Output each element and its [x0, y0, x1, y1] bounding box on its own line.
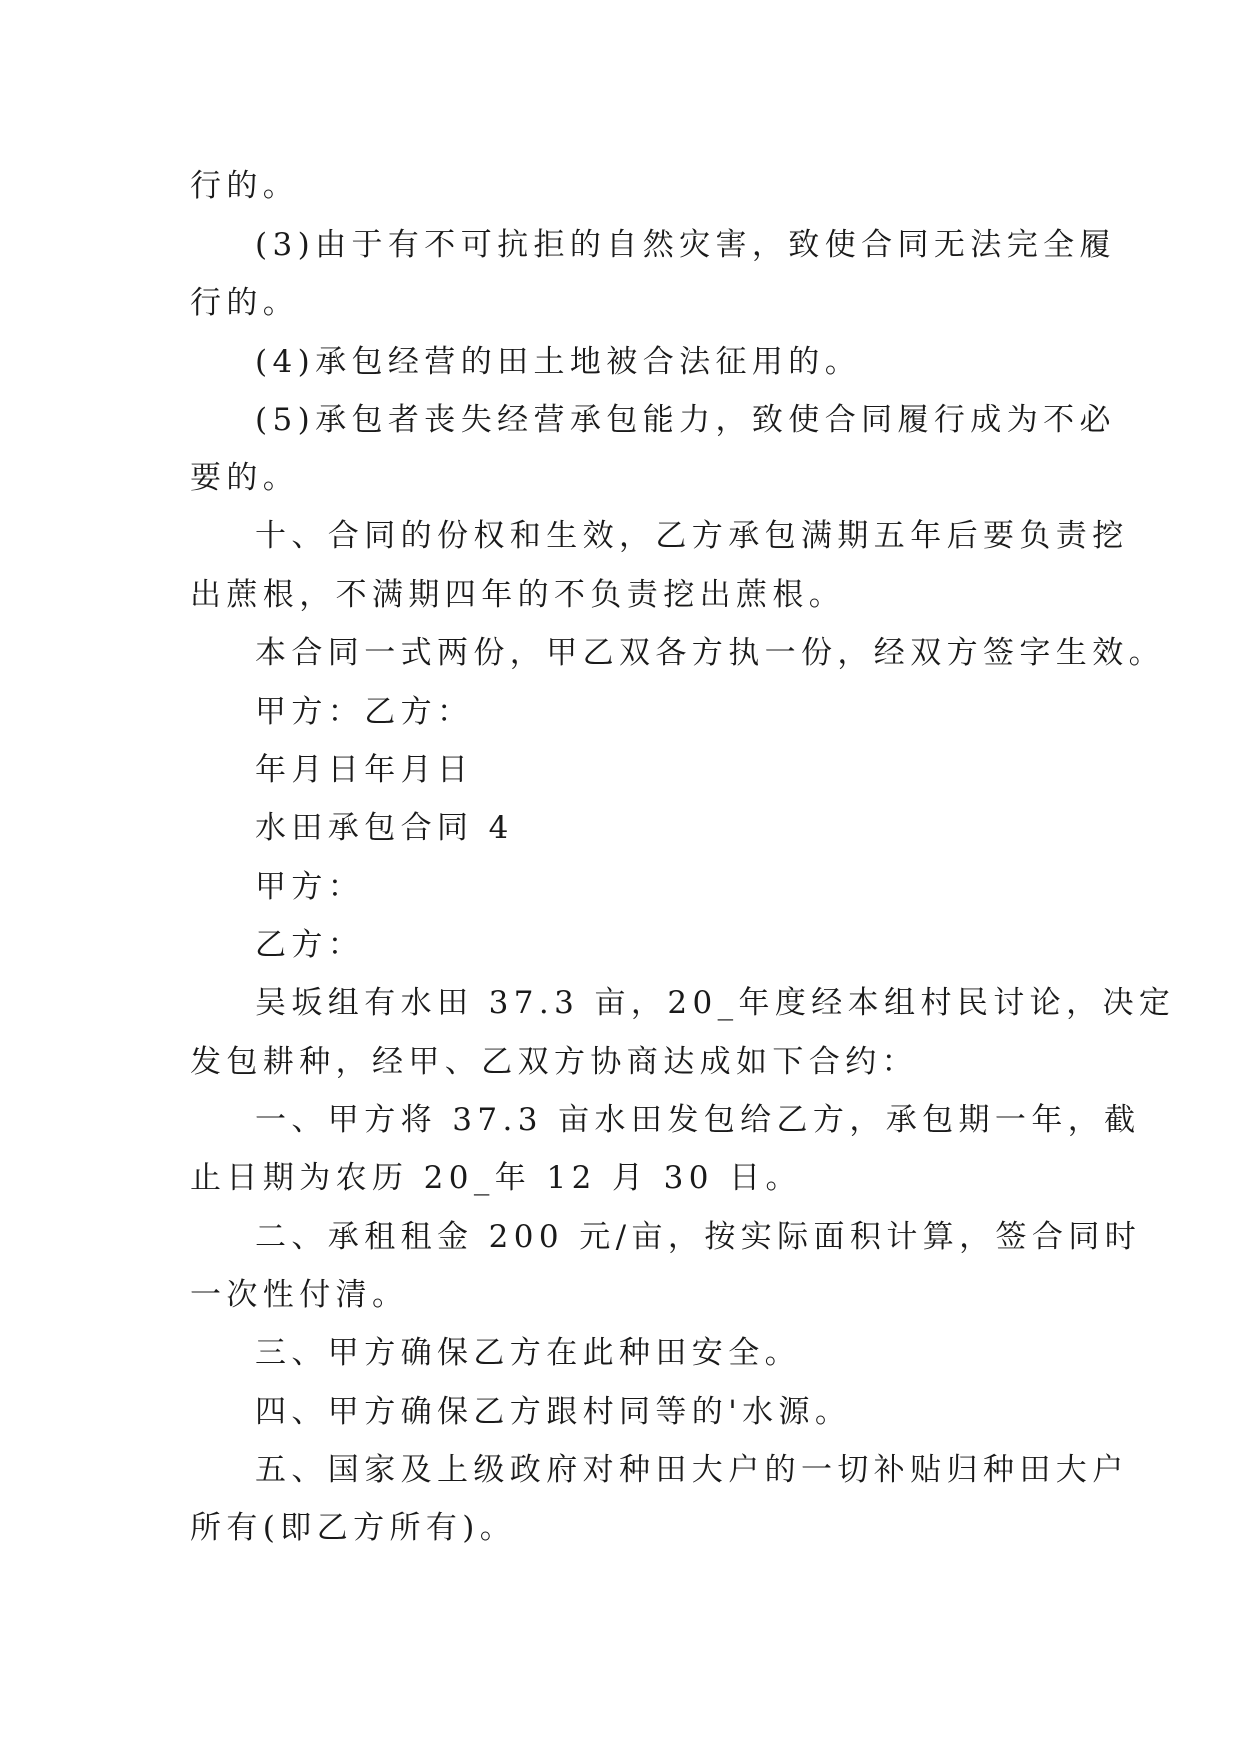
text-line: 出蔗根，不满期四年的不负责挖出蔗根。	[190, 577, 846, 613]
text-line: 止日期为农历 20_年 12 月 30 日。	[190, 1160, 802, 1196]
text-line: 发包耕种，经甲、乙双方协商达成如下合约：	[190, 1044, 918, 1080]
text-line: 一次性付清。	[190, 1277, 409, 1313]
text-line: 年月日年月日	[255, 752, 474, 788]
text-line: 行的。	[190, 168, 300, 204]
text-line: 十、合同的份权和生效，乙方承包满期五年后要负责挖	[255, 518, 1129, 554]
text-line: 一、甲方将 37.3 亩水田发包给乙方，承包期一年，截	[255, 1102, 1141, 1138]
section-heading: 水田承包合同 4	[255, 810, 514, 846]
text-line: (3)由于有不可抗拒的自然灾害，致使合同无法完全履	[255, 227, 1116, 263]
text-line: 乙方：	[255, 927, 365, 963]
text-line: 四、甲方确保乙方跟村同等的'水源。	[255, 1394, 852, 1430]
text-line: 要的。	[190, 460, 300, 496]
text-line: 甲方：	[255, 869, 365, 905]
text-line: 五、国家及上级政府对种田大户的一切补贴归种田大户	[255, 1452, 1129, 1488]
text-line: 所有(即乙方所有)。	[190, 1510, 517, 1546]
text-line: 行的。	[190, 285, 300, 321]
text-line: (4)承包经营的田土地被合法征用的。	[255, 344, 862, 380]
text-line: 二、承租租金 200 元/亩，按实际面积计算，签合同时	[255, 1219, 1142, 1255]
text-line: 三、甲方确保乙方在此种田安全。	[255, 1335, 801, 1371]
text-line: 吴坂组有水田 37.3 亩，20_年度经本组村民讨论，决定	[255, 985, 1176, 1021]
text-line: 甲方：乙方：	[255, 694, 474, 730]
text-line: (5)承包者丧失经营承包能力，致使合同履行成为不必	[255, 402, 1116, 438]
text-line: 本合同一式两份，甲乙双各方执一份，经双方签字生效。	[255, 635, 1165, 671]
